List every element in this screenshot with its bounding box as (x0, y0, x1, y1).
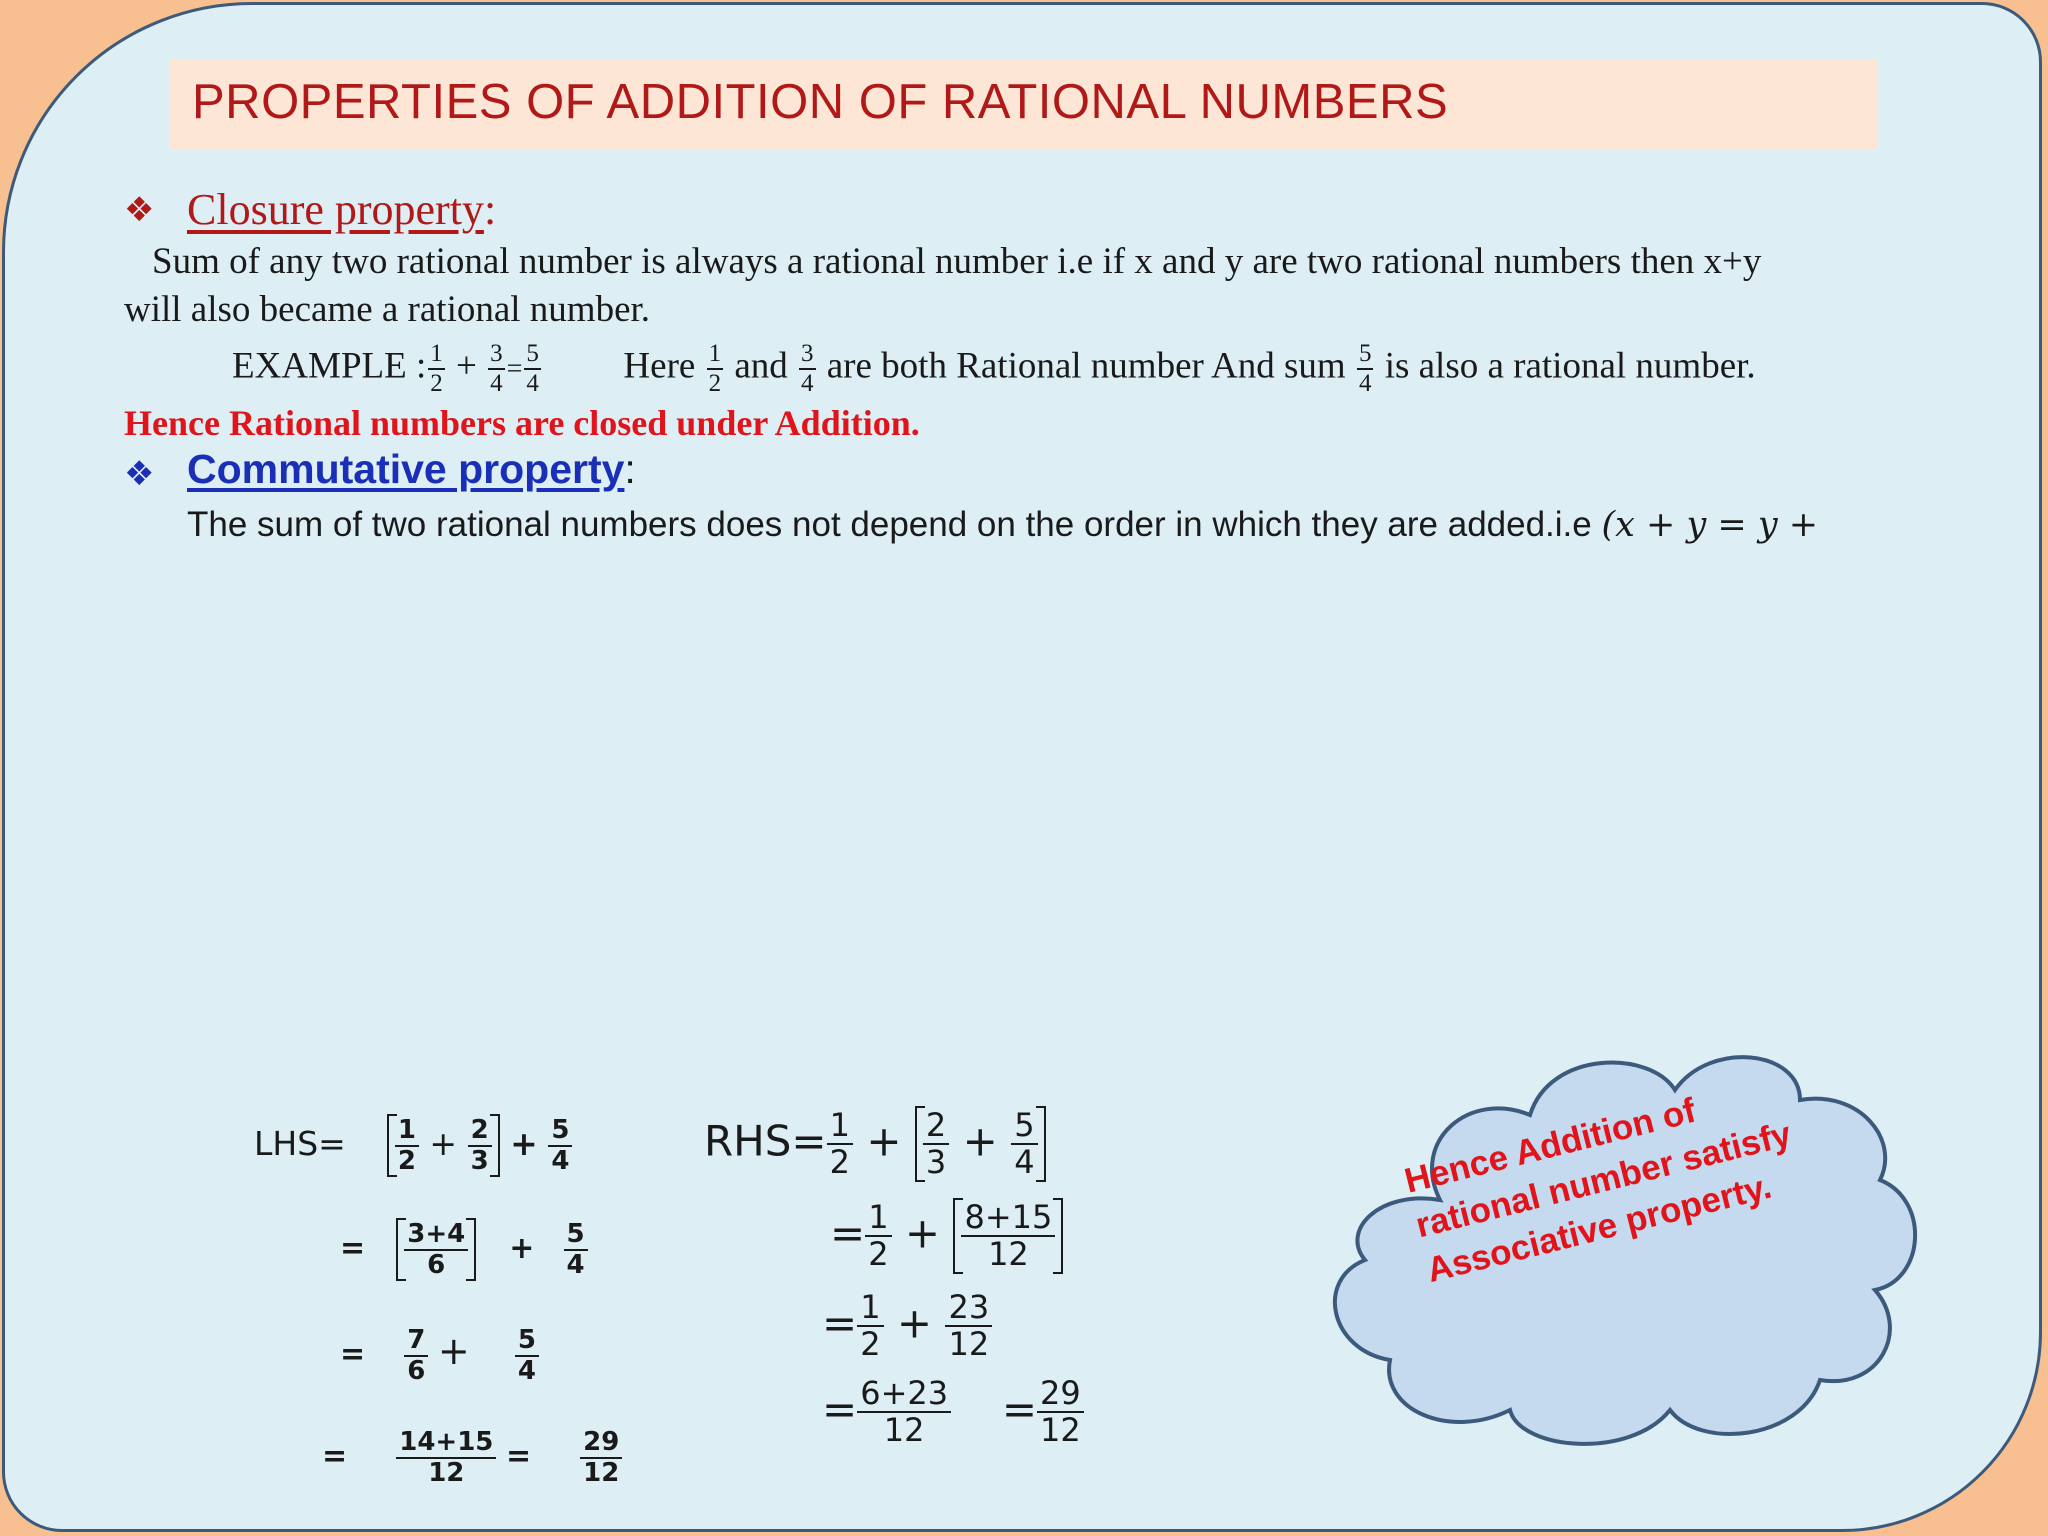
fraction: $\frac{5}{4}$ (515, 1326, 539, 1385)
lhs-row-2 (340, 1218, 588, 1281)
commutative-heading (187, 446, 636, 493)
slide-title: PROPERTIES OF ADDITION OF RATIONAL NUMBERS (192, 75, 1449, 129)
plus-sign: + (510, 1124, 538, 1164)
fraction: $\frac{3}{4}$ (801, 340, 814, 397)
bracket-group (915, 1106, 1046, 1182)
rhs-row-1 (704, 1106, 1046, 1182)
plus-sign: + (456, 345, 477, 387)
lhs-row-3 (340, 1326, 539, 1385)
closure-line-2: will also became a rational number. (124, 289, 651, 330)
bullet-diamond-icon: ❖ (124, 454, 155, 494)
closure-example (232, 340, 1756, 398)
equals-sign: = (505, 1439, 532, 1475)
fraction: $\frac{1}{2}$ (865, 1200, 891, 1272)
fraction: $\frac{5}{4}$ (564, 1220, 588, 1279)
fraction: $\frac{29}{12}$ (1037, 1376, 1084, 1448)
plus-sign: + (429, 1124, 458, 1164)
rhs-row-4 (822, 1376, 1084, 1448)
fraction: $\frac{8+15}{12}$ (961, 1200, 1055, 1272)
rhs-label: RHS= (704, 1116, 827, 1166)
equals-sign: = (1001, 1384, 1038, 1434)
closure-heading-text: Closure property (187, 185, 484, 234)
fraction: $\frac{1}{2}$ (395, 1116, 419, 1175)
fraction: $\frac{29}{12}$ (580, 1428, 622, 1487)
fraction: $\frac{7}{6}$ (404, 1326, 428, 1385)
bracket-group (953, 1198, 1063, 1274)
lhs-row-4 (322, 1428, 622, 1487)
commutative-formula: (x + y = y + (1601, 505, 1819, 545)
plus-sign: + (509, 1231, 535, 1267)
fraction: $\frac{1}{2}$ (857, 1290, 883, 1362)
fraction: $\frac{3+4}{6}$ (404, 1220, 468, 1279)
rhs-row-3 (822, 1290, 992, 1362)
plus-sign: + (962, 1116, 998, 1166)
lhs-label: LHS= (254, 1124, 346, 1164)
bullet-diamond-icon: ❖ (124, 190, 155, 230)
equals-sign: = (322, 1439, 348, 1475)
equals-sign: = (822, 1384, 858, 1434)
and-text: and (734, 345, 788, 387)
equals-sign: = (340, 1231, 366, 1267)
fraction: $\frac{5}{4}$ (1358, 340, 1372, 397)
fraction: $\frac{6+23}{12}$ (857, 1376, 951, 1448)
commutative-description: The sum of two rational numbers does not depend on the order in which they are added.i.e (187, 505, 1592, 544)
fraction: $\frac{1}{2}$ (708, 340, 722, 397)
rhs-row-2 (830, 1198, 1063, 1274)
cloud-callout-text: Hence Addition of rational number satisfy Associative property. (1400, 1090, 1795, 1291)
commutative-heading-text: Commutative property (187, 446, 625, 492)
bracket-group (396, 1218, 476, 1281)
lhs-row-1 (254, 1114, 572, 1177)
closure-colon: : (483, 185, 497, 234)
fraction: $\frac{5}{4}$ (1011, 1108, 1037, 1180)
fraction: $\frac{2}{3}$ (923, 1108, 949, 1180)
closure-line-1: Sum of any two rational number is always a rational number i.e if x and y are two rational numbers then x+y (152, 241, 1762, 282)
fraction: $\frac{14+15}{12}$ (396, 1428, 496, 1487)
commutative-colon: : (624, 446, 636, 492)
fraction: $\frac{1}{2}$ (827, 1108, 853, 1180)
example-label: EXAMPLE : (232, 345, 427, 387)
commutative-text (187, 505, 1818, 545)
fraction: $\frac{1}{2}$ (430, 340, 443, 397)
equals-sign: = (822, 1298, 858, 1348)
plus-sign: + (896, 1298, 933, 1348)
here-text: Here (623, 345, 696, 387)
bracket-group (387, 1114, 500, 1177)
is-also-text: is also a rational number. (1384, 345, 1756, 387)
fraction: $\frac{23}{12}$ (945, 1290, 992, 1362)
equals-sign: = (340, 1337, 366, 1373)
closure-heading (187, 184, 496, 235)
fraction: $\frac{3}{4}$ (490, 340, 503, 397)
closure-conclusion: Hence Rational numbers are closed under Addition. (124, 403, 920, 443)
fraction: $\frac{2}{3}$ (468, 1116, 492, 1175)
equals-sign: = (830, 1208, 866, 1258)
fraction: $\frac{5}{4}$ (526, 340, 539, 397)
plus-sign: + (904, 1208, 941, 1258)
plus-sign: + (866, 1116, 902, 1166)
plus-sign: + (437, 1329, 470, 1374)
equals-sign: = (506, 353, 523, 385)
are-both-text: are both Rational number And sum (826, 345, 1346, 387)
fraction: $\frac{5}{4}$ (548, 1116, 572, 1175)
